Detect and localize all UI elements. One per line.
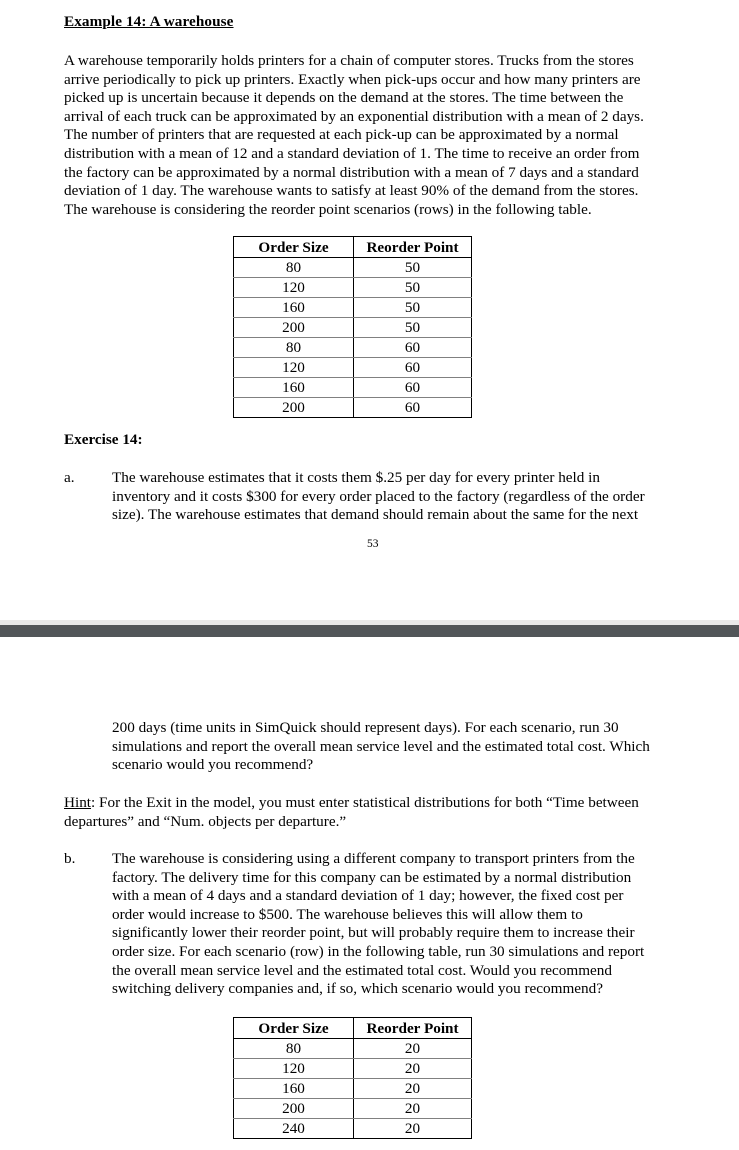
text-line: The warehouse is considering using a different company to transport printers from the (112, 850, 635, 867)
table-cell: 200 (234, 318, 354, 338)
table-cell: 20 (354, 1039, 472, 1059)
table-cell: 50 (354, 278, 472, 298)
table-cell: 120 (234, 278, 354, 298)
intro-paragraph (64, 52, 686, 219)
item-a-continued-paragraph (112, 719, 702, 775)
item-a-paragraph (112, 469, 692, 525)
table-cell: 60 (354, 358, 472, 378)
column-header-reorder-point: Reorder Point (354, 237, 472, 258)
text-line: departures” and “Num. objects per departure.” (64, 812, 347, 830)
text-line: significantly lower their reorder point, but will probably require them to increase their (112, 924, 635, 942)
column-header-reorder-point: Reorder Point (354, 1018, 472, 1039)
table-cell: 160 (234, 298, 354, 318)
table-cell: 20 (354, 1119, 472, 1139)
text-line (64, 794, 704, 813)
table-cell: 50 (354, 258, 472, 278)
table-row (234, 1039, 472, 1059)
table-cell: 200 (234, 1099, 354, 1119)
item-b-marker: b. (64, 850, 76, 867)
table-cell: 80 (234, 338, 354, 358)
table-cell: 20 (354, 1099, 472, 1119)
text-line: deviation of 1 day. The warehouse wants to satisfy at least 90% of the demand from the stores. (64, 182, 639, 200)
text-line: arrive periodically to pick up printers. Exactly when pick-ups occur and how many printers are (64, 70, 641, 88)
hint-text: : For the Exit in the model, you must enter statistical distributions for both “Time between (91, 794, 639, 811)
table-row (234, 278, 472, 298)
table-cell: 120 (234, 358, 354, 378)
page-number: 53 (367, 538, 379, 550)
table-cell: 50 (354, 318, 472, 338)
table-row (234, 1079, 472, 1099)
column-header-order-size: Order Size (234, 1018, 354, 1039)
table-header-row (234, 237, 472, 258)
text-line: inventory and it costs $300 for every order placed to the factory (regardless of the order (112, 487, 645, 505)
table-row (234, 1099, 472, 1119)
table-row (234, 258, 472, 278)
item-a-marker: a. (64, 469, 75, 486)
reorder-scenarios-table (233, 236, 472, 418)
table-row (234, 318, 472, 338)
text-line: The warehouse estimates that it costs them $.25 per day for every printer held in (112, 469, 600, 486)
table-cell: 120 (234, 1059, 354, 1079)
text-line: scenario would you recommend? (112, 756, 314, 774)
table-cell: 240 (234, 1119, 354, 1139)
text-line: with a mean of 4 days and a standard deviation of 1 day; however, the fixed cost per (112, 887, 624, 905)
text-line: the overall mean service level and the estimated total cost. Would you recommend (112, 961, 612, 979)
text-line: picked up is uncertain because it depends on the demand at the stores. The time between the (64, 89, 624, 107)
table-cell: 160 (234, 378, 354, 398)
table-cell: 20 (354, 1059, 472, 1079)
hint-paragraph (64, 794, 704, 831)
text-line: size). The warehouse estimates that demand should remain about the same for the next (112, 506, 639, 524)
text-line: arrival of each truck can be approximated by an exponential distribution with a mean of 2 days. (64, 107, 644, 125)
table-row (234, 338, 472, 358)
text-line: A warehouse temporarily holds printers for a chain of computer stores. Trucks from the stores (64, 52, 634, 69)
text-line: order would increase to $500. The warehouse believes this will allow them to (112, 905, 583, 923)
table-cell: 60 (354, 398, 472, 418)
table-header-row (234, 1018, 472, 1039)
page-separator (0, 625, 739, 637)
text-line: 200 days (time units in SimQuick should represent days). For each scenario, run 30 (112, 719, 619, 736)
table-row (234, 378, 472, 398)
table-cell: 20 (354, 1079, 472, 1099)
example-title: Example 14: A warehouse (64, 13, 234, 30)
text-line: order size. For each scenario (row) in the following table, run 30 simulations and report (112, 942, 645, 960)
text-line: The warehouse is considering the reorder point scenarios (rows) in the following table. (64, 200, 592, 218)
text-line: simulations and report the overall mean service level and the estimated total cost. Which (112, 737, 650, 755)
item-b-paragraph (112, 850, 702, 999)
table-row (234, 298, 472, 318)
text-line: factory. The delivery time for this company can be estimated by a normal distribution (112, 868, 632, 886)
column-header-order-size: Order Size (234, 237, 354, 258)
table-cell: 60 (354, 378, 472, 398)
table-cell: 50 (354, 298, 472, 318)
text-line: distribution with a mean of 12 and a standard deviation of 1. The time to receive an order from (64, 144, 640, 162)
table-cell: 200 (234, 398, 354, 418)
exercise-heading: Exercise 14: (64, 431, 143, 448)
new-company-scenarios-table (233, 1017, 472, 1139)
table-cell: 60 (354, 338, 472, 358)
text-line: switching delivery companies and, if so, which scenario would you recommend? (112, 980, 603, 998)
text-line: the factory can be approximated by a normal distribution with a mean of 7 days and a standard (64, 163, 639, 181)
hint-label: Hint (64, 794, 92, 811)
text-line: The number of printers that are requested at each pick-up can be approximated by a normal (64, 126, 619, 144)
table-cell: 80 (234, 258, 354, 278)
table-row (234, 398, 472, 418)
table-row (234, 1119, 472, 1139)
table-cell: 80 (234, 1039, 354, 1059)
table-row (234, 358, 472, 378)
table-cell: 160 (234, 1079, 354, 1099)
table-row (234, 1059, 472, 1079)
